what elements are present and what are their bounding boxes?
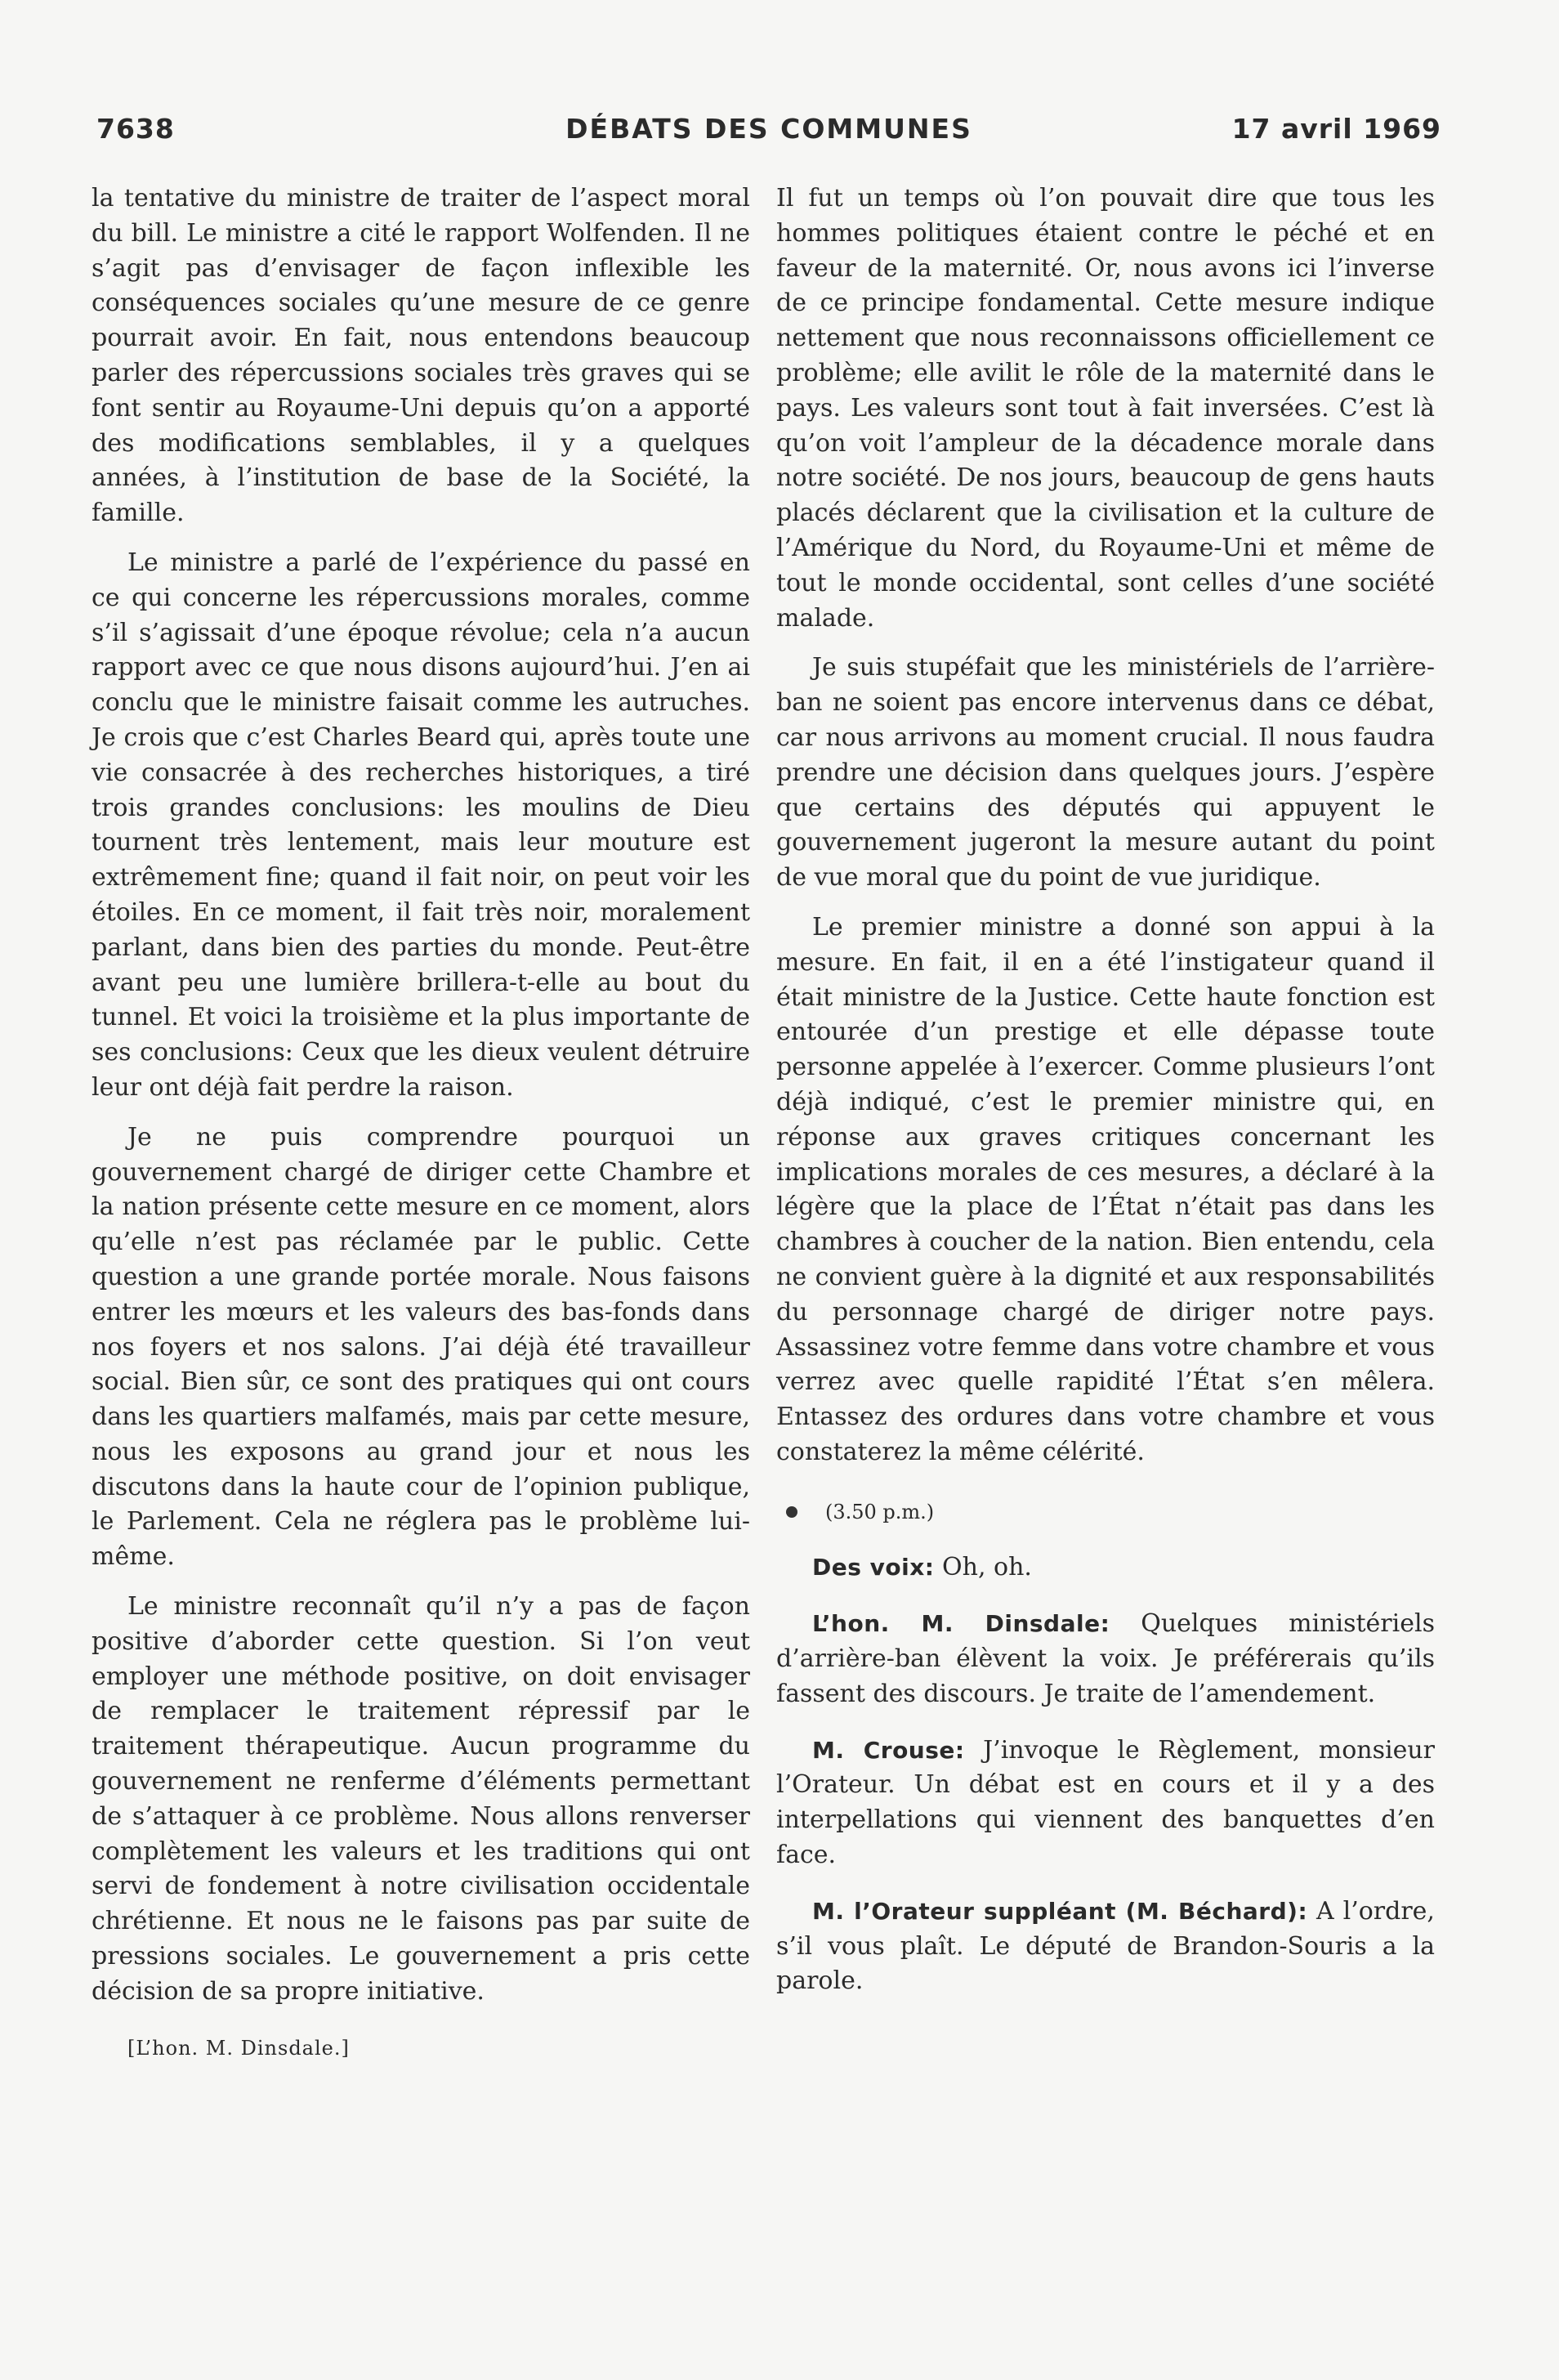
speaker-signoff: [L’hon. M. Dinsdale.] [127, 2036, 350, 2060]
time-marker [776, 1495, 1435, 1530]
speech-entry [776, 1895, 1435, 1999]
publication-title: DÉBATS DES COMMUNES [565, 113, 972, 145]
timestamp-text: (3.50 p.m.) [825, 1500, 935, 1523]
speech-entry [776, 1734, 1435, 1873]
speech-text: Oh, oh. [942, 1553, 1032, 1582]
speaker-name: L’hon. M. Dinsdale: [812, 1610, 1110, 1638]
speaker-name: M. Crouse: [812, 1736, 965, 1764]
speaker-name: M. l’Orateur suppléant (M. Béchard): [812, 1897, 1308, 1925]
speech-entry [776, 1607, 1435, 1711]
speech-text: J’invoque le Règlement, monsieur l’Orateur. Un débat est en cours et il y a des interpellations qui viennent des banquettes d’en face. [776, 1735, 1435, 1870]
paragraph: Le premier ministre a donné son appui à la mesure. En fait, il en a été l’instigateur quand il était ministre de la Justice. Cette haute fonction est entourée d’un prestige et elle dépasse toute personne appelée à l’exercer. Comme plusieurs l’ont déjà indiqué, c’est le premier ministre qui, en réponse aux graves critiques concernant les implications morales de ces mesures, a déclaré à la légère que la place de l’État n’était pas dans les chambres à coucher de la nation. Bien entendu, cela ne convient guère à la dignité et aux responsabilités du personnage chargé de diriger notre pays. Assassinez votre femme dans votre chambre et vous verrez avec quelle rapidité l’État s’en mêlera. Entassez des ordures dans votre chambre et vous constaterez la même célérité. [776, 912, 1435, 1466]
paragraph: Le ministre a parlé de l’expérience du passé en ce qui concerne les répercussions morales, comme s’il s’agissait d’une époque révolue; cela n’a aucun rapport avec ce que nous disons aujourd’hui. J’en ai conclu que le ministre faisait comme les autruches. Je crois que c’est Charles Beard qui, après toute une vie consacrée à des recherches historiques, a tiré trois grandes conclusions: les moulins de Dieu tournent très lentement, mais leur mouture est extrêmement fine; quand il fait noir, on peut voir les étoiles. En ce moment, il fait très noir, moralement parlant, dans bien des parties du monde. Peut-être avant peu une lumière brillera-t-elle au bout du tunnel. Et voici la troisième et la plus importante de ses conclusions: Ceux que les dieux veulent détruire leur ont déjà fait perdre la raison. [92, 548, 750, 1102]
paragraph: Le ministre reconnaît qu’il n’y a pas de façon positive d’aborder cette question. Si l’on veut employer une méthode positive, on doit envisager de remplacer le traitement répressif par le traitement thérapeutique. Aucun programme du gouvernement ne renferme d’éléments permettant de s’attaquer à ce problème. Nous allons renverser complètement les valeurs et les traditions qui ont servi de fondement à notre civilisation occidentale chrétienne. Et nous ne le faisons pas par suite de pressions sociales. Le gouvernement a pris cette décision de sa propre initiative. [92, 1592, 750, 2006]
bullet-icon [786, 1506, 797, 1518]
speech-entry [776, 1550, 1435, 1586]
speaker-name: Des voix: [812, 1554, 935, 1581]
paragraph: la tentative du ministre de traiter de l’aspect moral du bill. Le ministre a cité le rapport Wolfenden. Il ne s’agit pas d’envisager de façon inflexible les conséquences sociales qu’une mesure de ce genre pourrait avoir. En fait, nous entendons beaucoup parler des répercussions sociales très graves qui se font sentir au Royaume-Uni depuis qu’on a apporté des modifications semblables, il y a quelques années, à l’institution de base de la Société, la famille. [92, 184, 750, 528]
speech-text: A l’ordre, s’il vous plaît. Le député de Brandon-Souris a la parole. [776, 1896, 1435, 1996]
paragraph: Il fut un temps où l’on pouvait dire que tous les hommes politiques étaient contre le péché et en faveur de la maternité. Or, nous avons ici l’inverse de ce principe fondamental. Cette mesure indique nettement que nous reconnaissons officiellement ce problème; elle avilit le rôle de la maternité dans le pays. Les valeurs sont tout à fait inversées. C’est là qu’on voit l’ampleur de la décadence morale dans notre société. De nos jours, beaucoup de gens hauts placés déclarent que la civilisation et la culture de l’Amérique du Nord, du Royaume-Uni et même de tout le monde occidental, sont celles d’une société malade. [776, 184, 1435, 633]
page-number: 7638 [96, 113, 175, 145]
paragraph: Je suis stupéfait que les ministériels de l’arrière-ban ne soient pas encore intervenus dans ce débat, car nous arrivons au moment crucial. Il nous faudra prendre une décision dans quelques jours. J’espère que certains des députés qui appuyent le gouvernement jugeront la mesure autant du point de vue moral que du point de vue juridique. [776, 653, 1435, 892]
left-column [92, 181, 750, 2065]
right-column [776, 181, 1435, 2014]
page-header [96, 113, 1441, 159]
speech-text: Quelques ministériels d’arrière-ban élèvent la voix. Je préférerais qu’ils fassent des discours. Je traite de l’amendement. [776, 1609, 1435, 1708]
issue-date: 17 avril 1969 [1231, 113, 1441, 145]
paragraph: Je ne puis comprendre pourquoi un gouvernement chargé de diriger cette Chambre et la nation présente cette mesure en ce moment, alors qu’elle n’est pas réclamée par le public. Cette question a une grande portée morale. Nous faisons entrer les mœurs et les valeurs des bas-fonds dans nos foyers et nos salons. J’ai déjà été travailleur social. Bien sûr, ce sont des pratiques qui ont cours dans les quartiers malfamés, mais par cette mesure, nous les exposons au grand jour et nous les discutons dans la haute cour de l’opinion publique, le Parlement. Cela ne réglera pas le problème lui-même. [92, 1122, 750, 1572]
